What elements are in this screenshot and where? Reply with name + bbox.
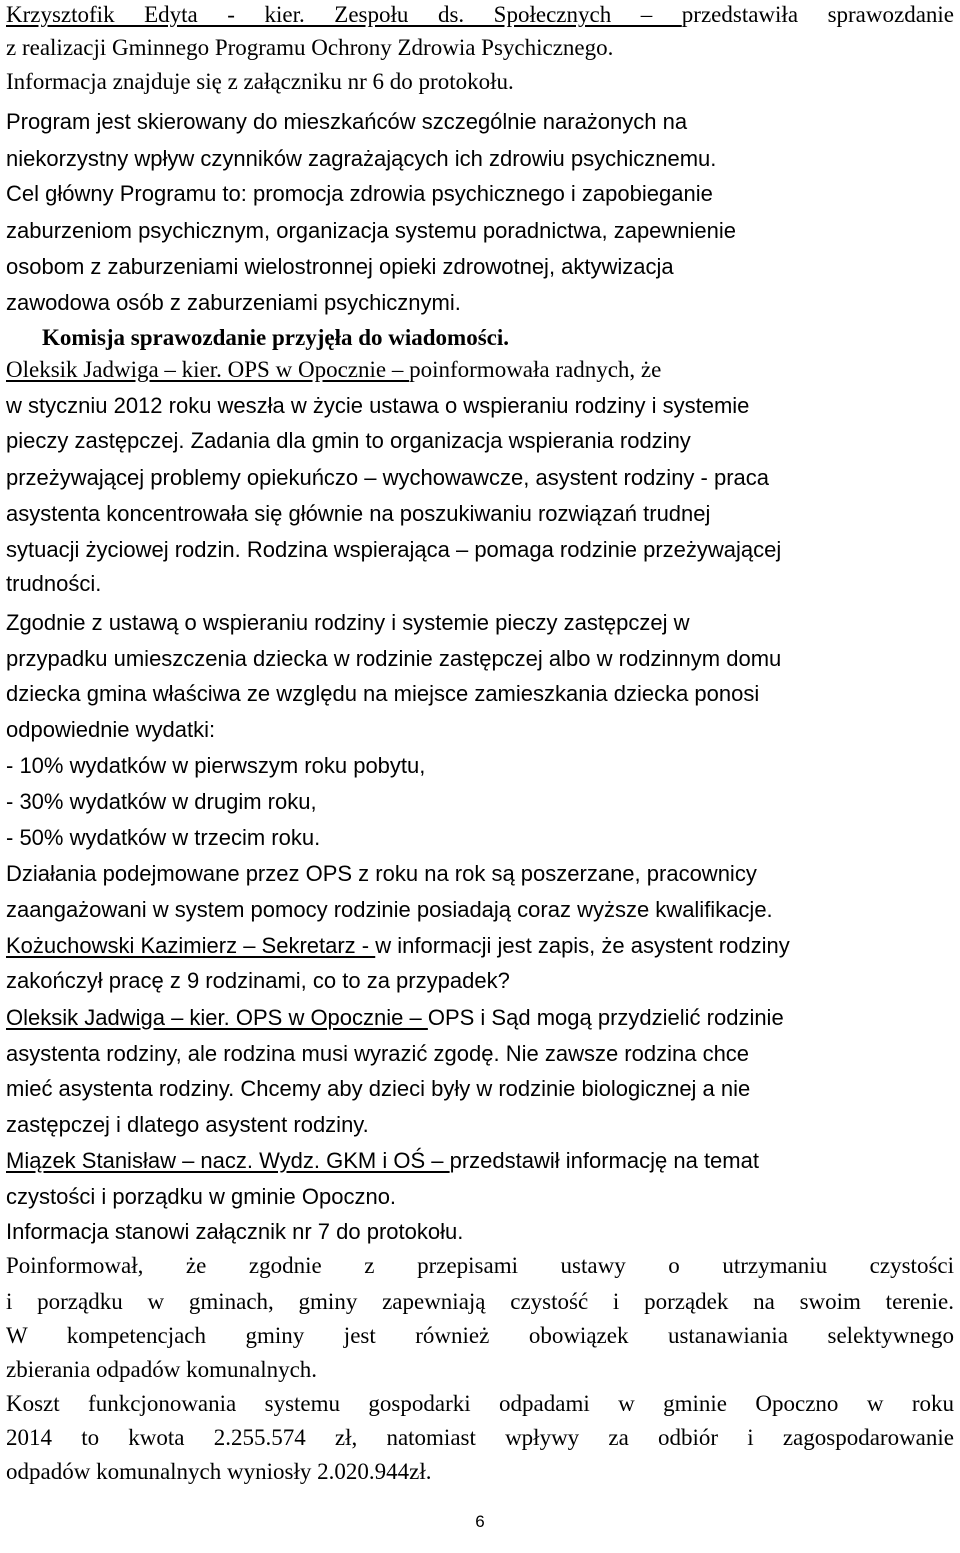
text-line: Działania podejmowane przez OPS z roku na rok są poszerzane, pracownicy [6,861,757,886]
text-line: osobom z zaburzeniami wielostronnej opieki zdrowotnej, aktywizacja [6,254,674,279]
text-line: Cel główny Programu to: promocja zdrowia psychicznego i zapobieganie [6,181,713,206]
text-line: dziecka gmina właściwa ze względu na miejsce zamieszkania dziecka ponosi [6,681,760,706]
text-line: pieczy zastępczej. Zadania dla gmin to organizacja wspierania rodziny [6,428,691,453]
text-line: odpadów komunalnych wyniosły 2.020.944zł. [6,1459,432,1484]
text-line: Poinformował, że zgodnie z przepisami ustawy o utrzymaniu czystości [6,1253,954,1278]
text-line: zbierania odpadów komunalnych. [6,1357,318,1382]
text-line [6,1143,759,1179]
page-number: 6 [475,1512,485,1531]
text-line [6,1000,784,1036]
text-span: przedstawiła sprawozdanie [681,2,954,27]
text-line: asystenta koncentrowała się głównie na poszukiwaniu rozwiązań trudnej [6,501,711,526]
text-span: poinformowała radnych, że [409,357,662,382]
text-line: mieć asystenta rodziny. Chcemy aby dzieci były w rodzinie biologicznej a nie [6,1076,751,1101]
text-line: w styczniu 2012 roku weszła w życie ustawa o wspieraniu rodziny i systemie [6,393,750,418]
text-line: trudności. [6,571,102,596]
text-line: i porządku w gminach, gminy zapewniają czystość i porządek na swoim terenie. [6,1289,954,1314]
text-line [6,0,954,33]
list-item: - 10% wydatków w pierwszym roku pobytu, [6,753,426,778]
speaker-name: Oleksik Jadwiga – kier. OPS w Opocznie – [6,1005,428,1030]
text-line: asystenta rodziny, ale rodzina musi wyrazić zgodę. Nie zawsze rodzina chce [6,1041,750,1066]
text-line: 2014 to kwota 2.255.574 zł, natomiast wpływy za odbiór i zagospodarowanie [6,1425,954,1450]
text-line: zastępczej i dlatego asystent rodziny. [6,1112,369,1137]
text-line: niekorzystny wpływ czynników zagrażających ich zdrowiu psychicznemu. [6,146,717,171]
text-line: zawodowa osób z zaburzeniami psychicznymi. [6,290,461,315]
text-line: Koszt funkcjonowania systemu gospodarki odpadami w gminie Opoczno w roku [6,1391,954,1416]
text-line: przypadku umieszczenia dziecka w rodzinie zastępczej albo w rodzinnym domu [6,646,782,671]
text-line: Informacja znajduje się z załączniku nr 6 do protokołu. [6,69,514,94]
commission-note: Komisja sprawozdanie przyjęła do wiadomości. [42,325,510,350]
speaker-name: Miązek Stanisław – nacz. Wydz. GKM i OŚ – [6,1148,450,1173]
speaker-name: Oleksik Jadwiga – kier. OPS w Opocznie – [6,357,410,382]
text-line: Informacja stanowi załącznik nr 7 do protokołu. [6,1219,464,1244]
speaker-name: Kożuchowski Kazimierz – Sekretarz - [6,933,376,958]
text-span: w informacji jest zapis, że asystent rodziny [375,933,790,958]
text-line: zaangażowani w system pomocy rodzinie posiadają coraz wyższe kwalifikacje. [6,897,773,922]
text-line [6,928,790,964]
text-line: zakończył pracę z 9 rodzinami, co to za przypadek? [6,968,510,993]
text-line: Zgodnie z ustawą o wspieraniu rodziny i systemie pieczy zastępczej w [6,610,690,635]
text-line: Program jest skierowany do mieszkańców szczególnie narażonych na [6,109,688,134]
text-line: sytuacji życiowej rodzin. Rodzina wspierająca – pomaga rodzinie przeżywającej [6,537,782,562]
text-line [6,352,661,388]
speaker-name: Krzysztofik Edyta - kier. Zespołu ds. Społecznych – [6,2,682,27]
text-line: odpowiednie wydatki: [6,717,216,742]
list-item: - 30% wydatków w drugim roku, [6,789,317,814]
text-line: z realizacji Gminnego Programu Ochrony Zdrowia Psychicznego. [6,35,614,60]
text-line: czystości i porządku w gminie Opoczno. [6,1184,397,1209]
text-line: przeżywającej problemy opiekuńczo – wychowawcze, asystent rodziny - praca [6,465,770,490]
text-line: W kompetencjach gminy jest również obowiązek ustanawiania selektywnego [6,1323,954,1348]
text-line: zaburzeniom psychicznym, organizacja systemu poradnictwa, zapewnienie [6,218,737,243]
text-span: przedstawił informację na temat [449,1148,759,1173]
text-span: OPS i Sąd mogą przydzielić rodzinie [427,1005,784,1030]
list-item: - 50% wydatków w trzecim roku. [6,825,321,850]
